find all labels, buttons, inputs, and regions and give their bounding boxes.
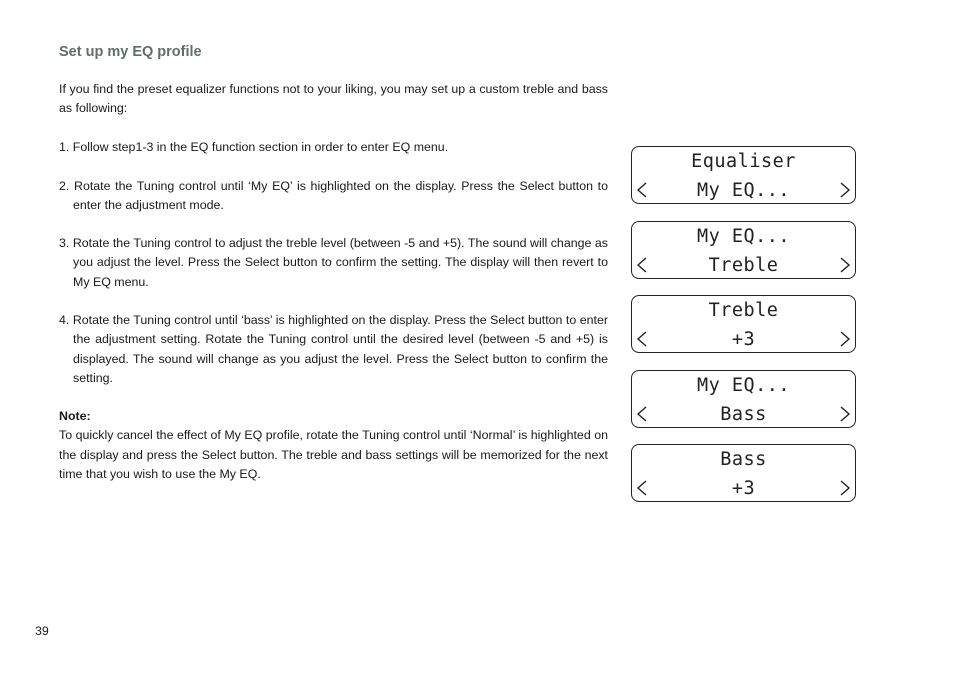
intro-paragraph: If you find the preset equalizer functions not to your liking, you may set up a custom treble and bass as following:	[59, 82, 608, 116]
chevron-left-icon	[636, 331, 648, 347]
lcd-top-line: My EQ...	[696, 375, 791, 396]
chevron-left-icon	[636, 182, 648, 198]
step-3-block	[59, 234, 608, 292]
lcd-display-my-eq-bass	[631, 370, 856, 428]
step-2-block	[59, 177, 608, 216]
page-number: 39	[35, 624, 49, 638]
chevron-right-icon	[839, 182, 851, 198]
chevron-right-icon	[839, 406, 851, 422]
step-2: 2. Rotate the Tuning control until ‘My EQ’ is highlighted on the display. Press the Select button to enter the adjustment mode.	[59, 179, 608, 213]
step-4-block	[59, 311, 608, 389]
step-3: 3. Rotate the Tuning control to adjust the treble level (between -5 and +5). The sound will change as you adjust the level. Press the Select button to confirm the setting. The display will then revert to My EQ menu.	[59, 236, 608, 289]
chevron-left-icon	[636, 257, 648, 273]
chevron-right-icon	[839, 331, 851, 347]
lcd-bottom-line: +3	[731, 478, 756, 499]
note-block	[59, 407, 608, 485]
note-text: To quickly cancel the effect of My EQ profile, rotate the Tuning control until ‘Normal’ is highlighted on the display and press the Select button. The treble and bass settings will be memorized for the next time that you wish to use the My EQ.	[59, 428, 608, 482]
lcd-display-bass-level	[631, 444, 856, 502]
step-4: 4. Rotate the Tuning control until ‘bass’ is highlighted on the display. Press the Select button to enter the adjustment setting. Rotate the Tuning control until the desired level (between -5 and +5) is displayed. The sound will change as you adjust the level. Press the Select button to confirm the setting.	[59, 313, 608, 386]
lcd-top-line: My EQ...	[696, 226, 791, 247]
chevron-right-icon	[839, 257, 851, 273]
lcd-display-treble-level	[631, 295, 856, 353]
note-label: Note:	[59, 409, 91, 423]
lcd-top-line: Treble	[708, 300, 779, 321]
lcd-top-line: Equaliser	[691, 151, 796, 172]
lcd-display-equaliser	[631, 146, 856, 204]
lcd-display-my-eq-treble	[631, 221, 856, 279]
page-heading: Set up my EQ profile	[59, 44, 202, 60]
lcd-bottom-line: +3	[731, 329, 756, 350]
lcd-top-line: Bass	[720, 449, 767, 470]
lcd-bottom-line: Treble	[708, 255, 779, 276]
lcd-bottom-line: My EQ...	[696, 180, 791, 201]
intro-block	[59, 80, 608, 119]
chevron-left-icon	[636, 480, 648, 496]
lcd-bottom-line: Bass	[720, 404, 767, 425]
step-1: 1. Follow step1-3 in the EQ function section in order to enter EQ menu.	[59, 140, 449, 154]
step-1-block	[59, 138, 608, 157]
chevron-left-icon	[636, 406, 648, 422]
chevron-right-icon	[839, 480, 851, 496]
